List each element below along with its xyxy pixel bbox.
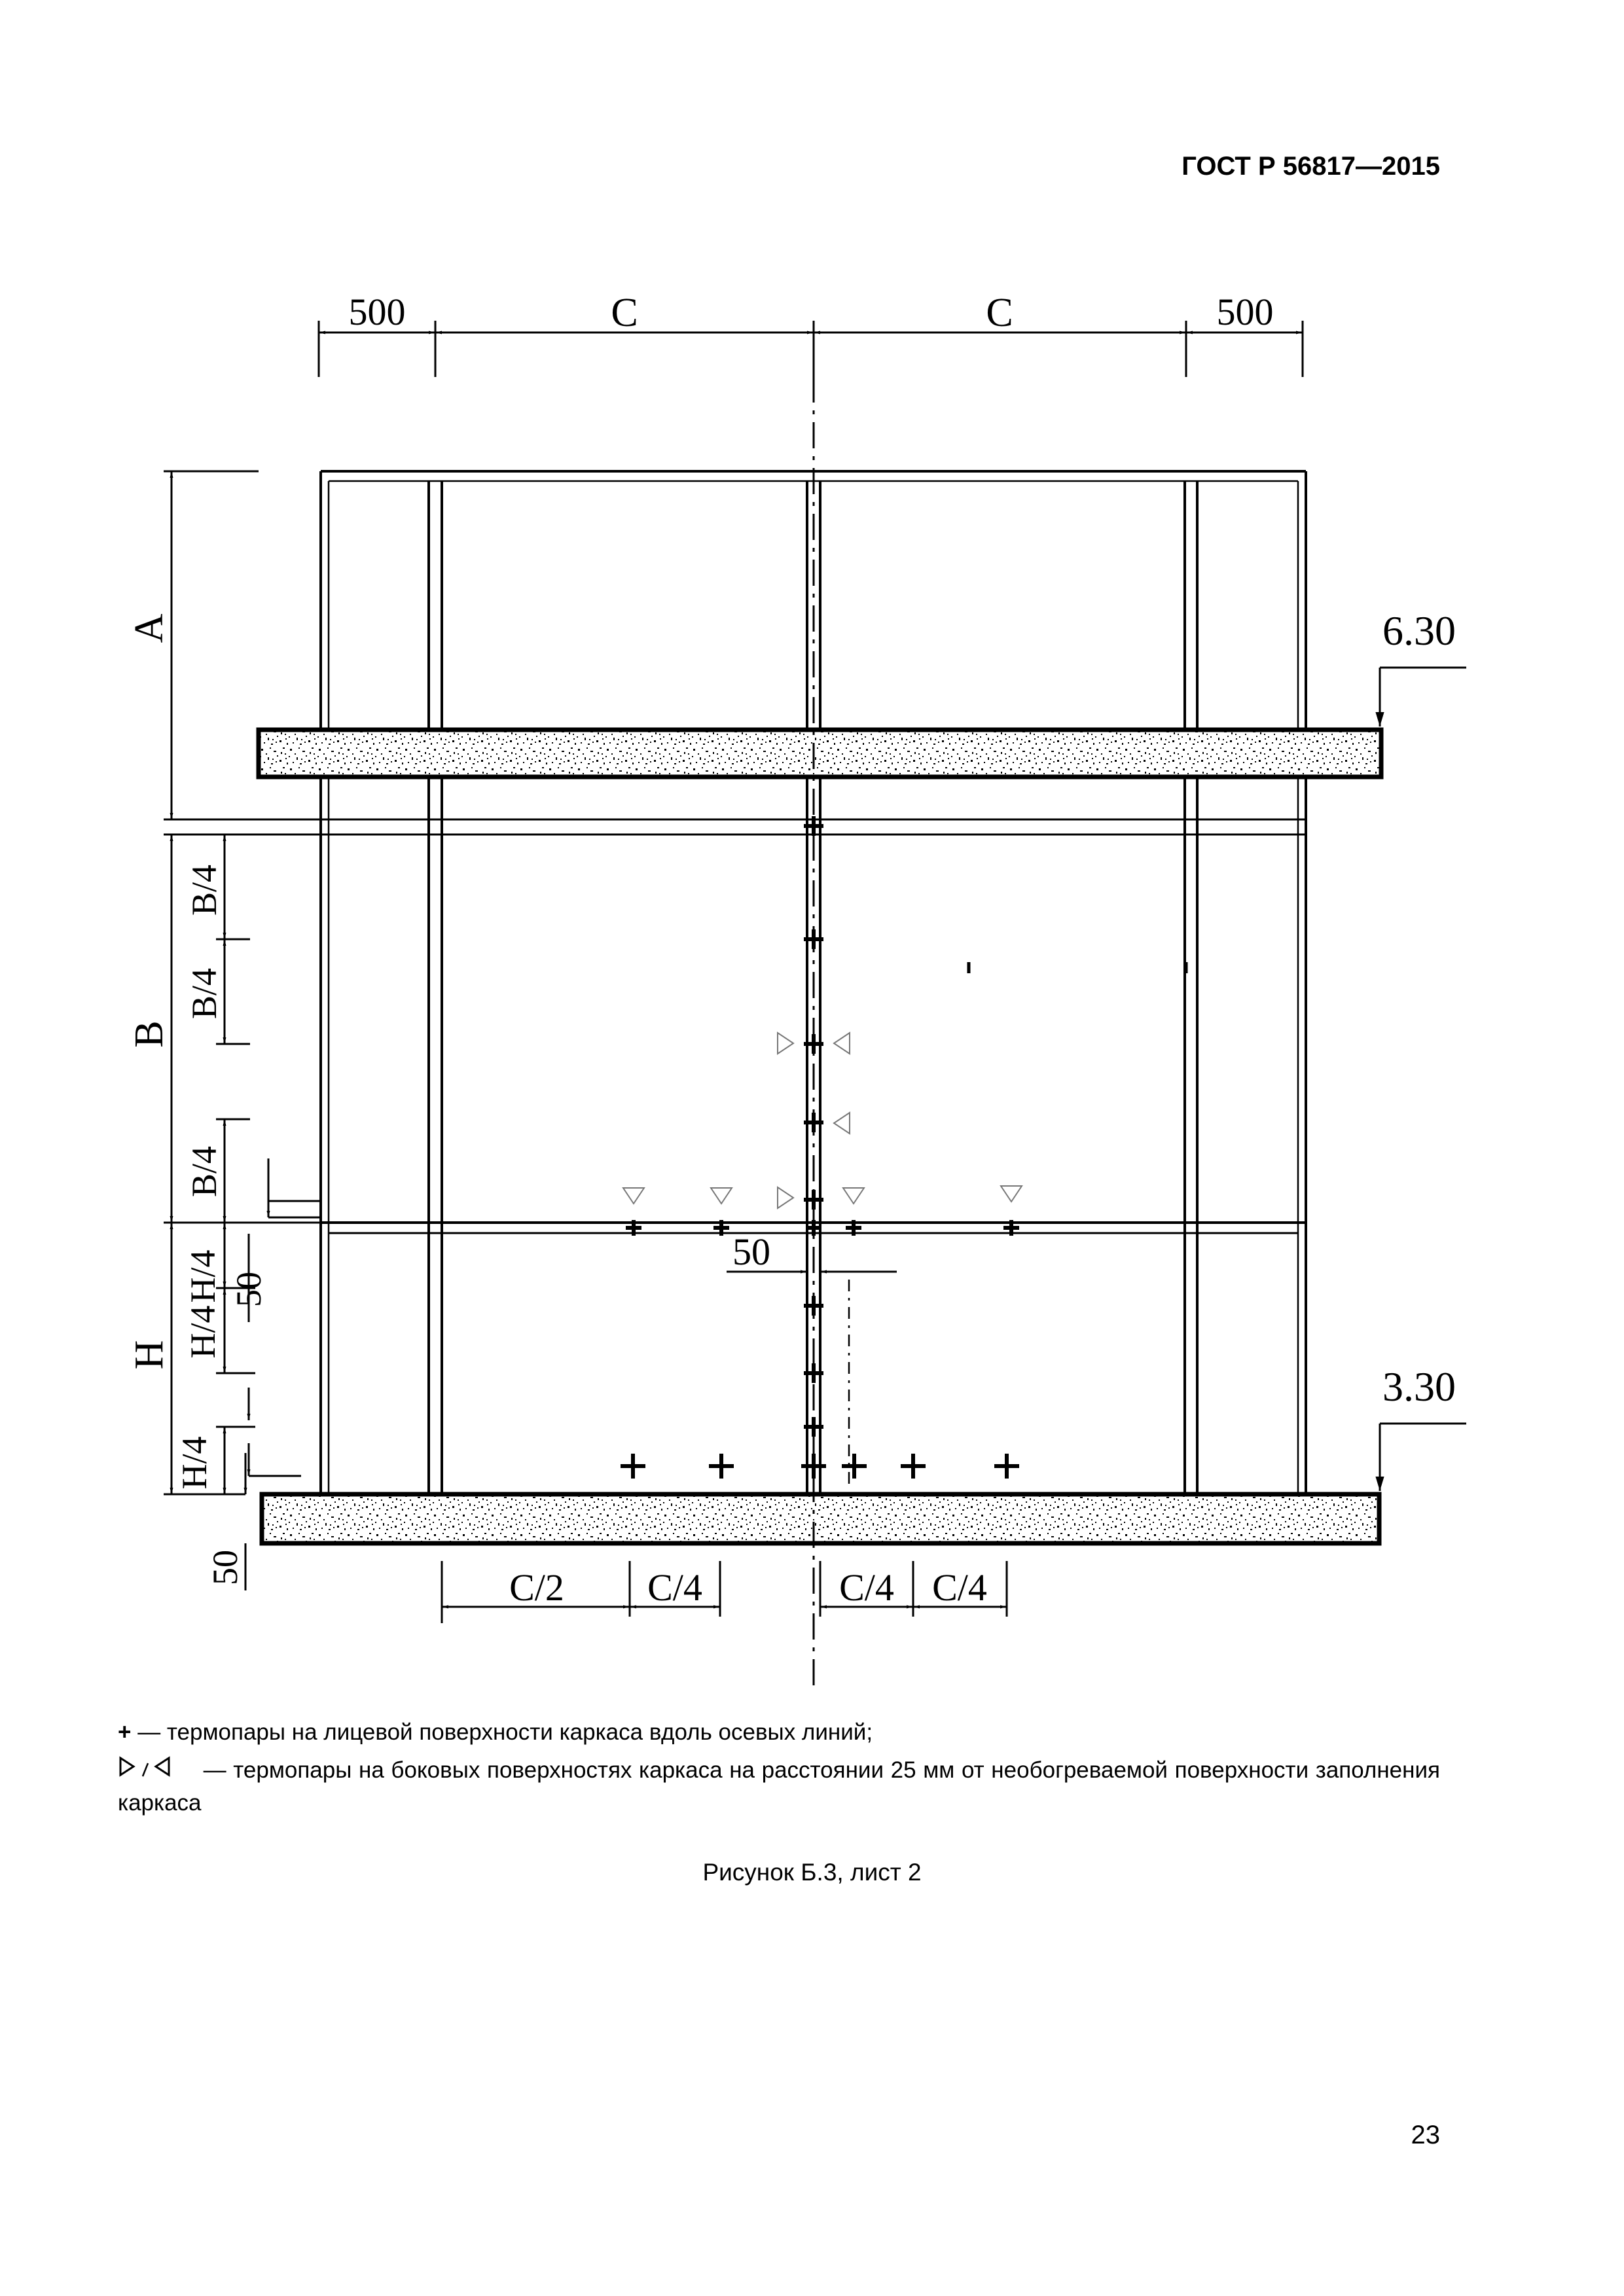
tc-plus-bottom-6 [994, 1454, 1019, 1479]
tc-plus-bottom-3 [801, 1454, 826, 1479]
document-header: ГОСТ Р 56817—2015 [1182, 152, 1440, 181]
tc-triangle-right-2 [778, 1187, 793, 1208]
gap-dim-50: 50 [732, 1230, 770, 1273]
left-dim-b: B [127, 1020, 171, 1048]
top-dimensions [319, 321, 1303, 377]
bottom-dim-c-half: C/2 [509, 1566, 564, 1609]
left-dim-a: A [127, 613, 171, 643]
left-dim-b-quarter-2: B/4 [185, 967, 224, 1020]
top-dim-c-left: C [611, 291, 638, 335]
legend-triangle-line [118, 1754, 1440, 1820]
tc-plus-bottom-2 [709, 1454, 734, 1479]
tc-triangle-down-2 [711, 1188, 732, 1204]
tc-triangle-down-1 [623, 1188, 644, 1204]
tc-triangle-left-1 [834, 1033, 850, 1054]
lower-concrete-slab [262, 1494, 1379, 1543]
small-ticks [969, 962, 1186, 973]
tc-triangle-down-4 [1001, 1186, 1022, 1202]
left-dim-h-quarter-2: H/4 [183, 1305, 223, 1359]
upper-concrete-slab [259, 730, 1381, 777]
top-dim-500-left: 500 [348, 291, 406, 333]
tc-triangle-left-2 [834, 1113, 850, 1134]
bottom-dim-c-quarter-2: C/4 [839, 1566, 894, 1609]
top-dim-500-right: 500 [1216, 291, 1274, 333]
page-number: 23 [1411, 2121, 1440, 2149]
tc-plus-bottom-5 [901, 1454, 926, 1479]
figure-caption: Рисунок Б.3, лист 2 [702, 1859, 922, 1886]
left-dim-b-quarter-1: B/4 [185, 864, 224, 916]
left-dim-b-quarter-3: B/4 [185, 1145, 224, 1198]
plus-symbol: + [118, 1719, 132, 1745]
tc-plus-bottom-4 [842, 1454, 867, 1479]
legend-plus-text: — термопары на лицевой поверхности каркаса вдоль осевых линий; [137, 1719, 873, 1745]
left-dim-h-quarter-3: H/4 [175, 1436, 214, 1490]
left-dimensions [164, 471, 321, 1590]
left-dim-h-quarter-1: H/4 [183, 1249, 223, 1303]
legend-plus-line [118, 1716, 873, 1749]
bottom-dim-c-quarter-3: C/4 [932, 1566, 987, 1609]
tc-triangle-down-3 [843, 1188, 864, 1204]
elevation-upper: 6.30 [1382, 607, 1456, 654]
triangle-symbols-icon [118, 1755, 196, 1782]
left-dim-h: H [127, 1340, 171, 1370]
left-dim-fifty-2: 50 [206, 1550, 245, 1585]
bottom-dim-c-quarter-1: C/4 [647, 1566, 702, 1609]
left-dim-fifty-1: 50 [229, 1272, 268, 1307]
elevation-lower: 3.30 [1382, 1363, 1456, 1410]
tc-triangle-right-1 [778, 1033, 793, 1054]
top-dim-c-right: C [986, 291, 1013, 335]
legend-triangle-text: — термопары на боковых поверхностях каркаса на расстоянии 25 мм от необогреваемой поверхности заполнения каркаса [118, 1757, 1440, 1816]
tc-plus-bottom-1 [621, 1454, 645, 1479]
